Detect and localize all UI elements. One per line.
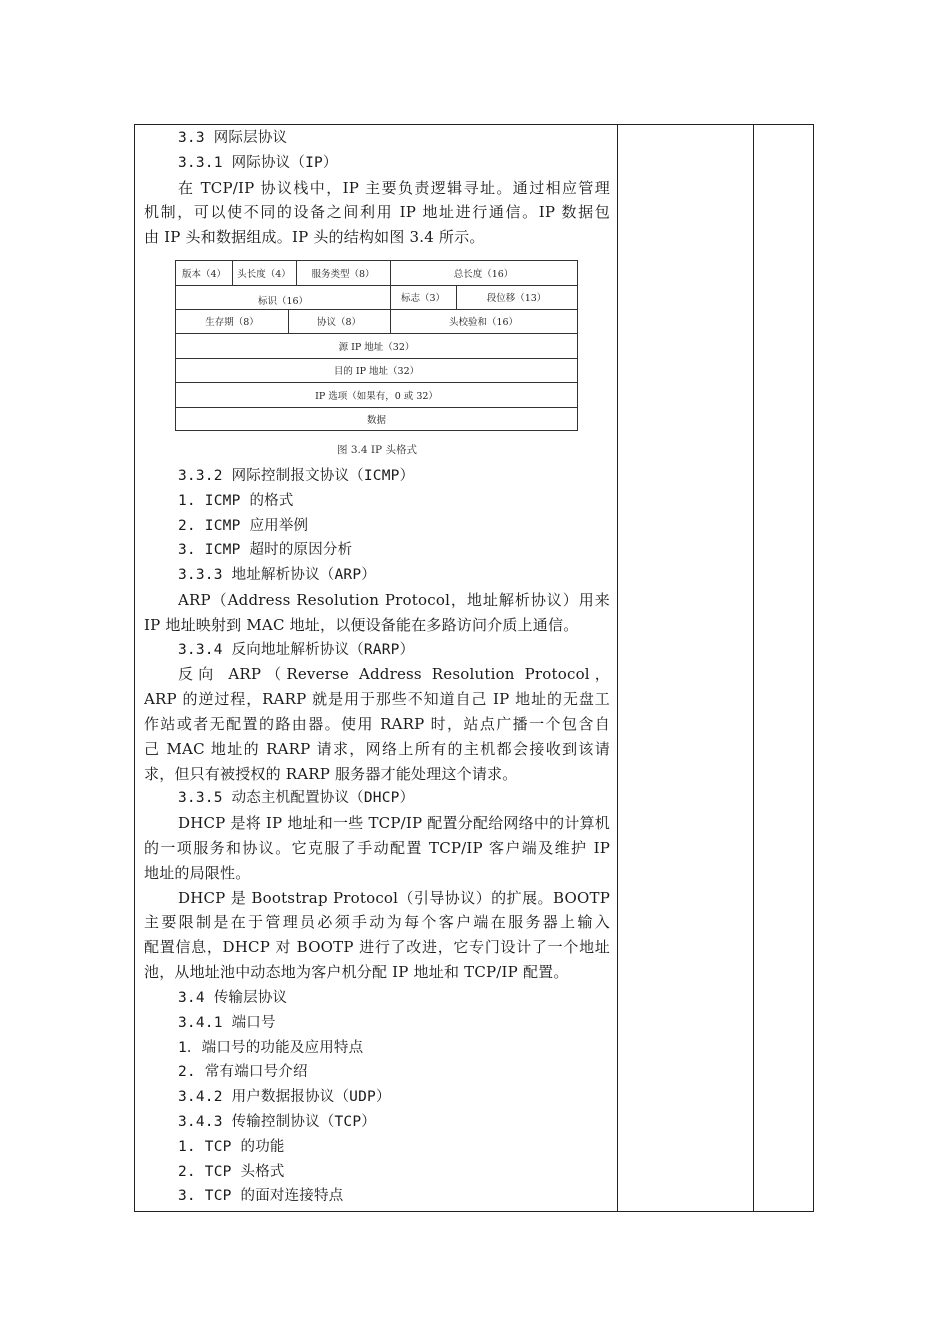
list-item: 2. 常有端口号介绍 bbox=[178, 1064, 308, 1081]
paragraph-line: 求，但只有被授权的 RARP 服务器才能处理这个请求。 bbox=[144, 764, 518, 783]
section-heading: 3.3.1 网际协议（IP） bbox=[178, 154, 338, 171]
paragraph-line: 反向 ARP（Reverse Address Resolution Protocol， bbox=[178, 665, 610, 684]
paragraph-line: 的一项服务和协议。它克服了手动配置 TCP/IP 客户端及维护 IP bbox=[144, 839, 610, 857]
field-protocol: 协议（8） bbox=[316, 317, 362, 328]
ip-header-diagram bbox=[175, 260, 578, 431]
field-version: 版本（4） bbox=[181, 269, 227, 280]
list-item: 1．端口号的功能及应用特点 bbox=[178, 1039, 364, 1056]
field-total-length: 总长度（16） bbox=[453, 269, 514, 280]
paragraph-line: IP 地址映射到 MAC 地址，以便设备能在多路访问介质上通信。 bbox=[144, 615, 579, 634]
paragraph-line: DHCP 是 Bootstrap Protocol（引导协议）的扩展。BOOTP bbox=[178, 888, 610, 907]
section-heading: 3.3.3 地址解析协议（ARP） bbox=[178, 567, 376, 584]
section-heading: 3.3.2 网际控制报文协议（ICMP） bbox=[178, 468, 415, 484]
paragraph-line: 己 MAC 地址的 RARP 请求，网络上所有的主机都会接收到该请 bbox=[144, 739, 610, 758]
paragraph-line: 由 IP 头和数据组成。IP 头的结构如图 3.4 所示。 bbox=[144, 228, 485, 247]
list-item: 3. TCP 的面对连接特点 bbox=[178, 1188, 344, 1205]
section-heading: 3.4.2 用户数据报协议（UDP） bbox=[178, 1089, 391, 1106]
field-destination-ip: 目的 IP 地址（32） bbox=[333, 366, 420, 377]
paragraph-line: ARP 的逆过程，RARP 就是用于那些不知道自己 IP 地址的无盘工 bbox=[144, 690, 610, 709]
field-header-length: 头长度（4） bbox=[237, 269, 291, 280]
list-item: 3. ICMP 超时的原因分析 bbox=[178, 542, 353, 559]
column-divider bbox=[617, 125, 618, 1211]
paragraph-line: 作站或者无配置的路由器。使用 RARP 时，站点广播一个包含自 bbox=[144, 715, 610, 733]
field-source-ip: 源 IP 地址（32） bbox=[338, 341, 415, 353]
section-heading: 3.3.5 动态主机配置协议（DHCP） bbox=[178, 790, 415, 807]
list-item: 1. TCP 的功能 bbox=[178, 1138, 285, 1155]
figure-caption: 图 3.4 IP 头格式 bbox=[337, 444, 417, 456]
section-heading: 3.4 传输层协议 bbox=[178, 990, 288, 1006]
field-ip-options: IP 选项（如果有，0 或 32） bbox=[315, 390, 438, 402]
paragraph-line: ARP（Address Resolution Protocol，地址解析协议）用来 bbox=[178, 591, 610, 609]
list-item: 1. ICMP 的格式 bbox=[178, 492, 294, 509]
field-service-type: 服务类型（8） bbox=[311, 269, 375, 280]
section-heading: 3.4.1 端口号 bbox=[178, 1014, 276, 1031]
field-flags: 标志（3） bbox=[400, 293, 446, 304]
list-item: 2. ICMP 应用举例 bbox=[178, 517, 309, 534]
field-data: 数据 bbox=[366, 414, 386, 426]
paragraph-line: 地址的局限性。 bbox=[144, 863, 251, 882]
paragraph-line: 在 TCP/IP 协议栈中，IP 主要负责逻辑寻址。通过相应管理 bbox=[178, 178, 610, 197]
section-heading: 3.4.3 传输控制协议（TCP） bbox=[178, 1114, 376, 1130]
field-header-checksum: 头校验和（16） bbox=[448, 317, 519, 328]
column-divider bbox=[753, 125, 754, 1211]
field-fragment-offset: 段位移（13） bbox=[486, 293, 547, 304]
paragraph-line: 池，从地址池中动态地为客户机分配 IP 地址和 TCP/IP 配置。 bbox=[144, 963, 569, 981]
paragraph-line: DHCP 是将 IP 地址和一些 TCP/IP 配置分配给网络中的计算机 bbox=[178, 814, 610, 833]
section-heading: 3.3 网际层协议 bbox=[178, 130, 288, 146]
field-identification: 标识（16） bbox=[257, 296, 309, 307]
paragraph-line: 主要限制是在于管理员必须手动为每个客户端在服务器上输入 bbox=[144, 913, 610, 932]
paragraph-line: 机制，可以使不同的设备之间利用 IP 地址进行通信。IP 数据包 bbox=[144, 203, 610, 222]
paragraph-line: 配置信息，DHCP 对 BOOTP 进行了改进，它专门设计了一个地址 bbox=[144, 938, 610, 957]
list-item: 2. TCP 头格式 bbox=[178, 1163, 285, 1180]
field-ttl: 生存期（8） bbox=[205, 317, 259, 328]
section-heading: 3.3.4 反向地址解析协议（RARP） bbox=[178, 641, 415, 658]
